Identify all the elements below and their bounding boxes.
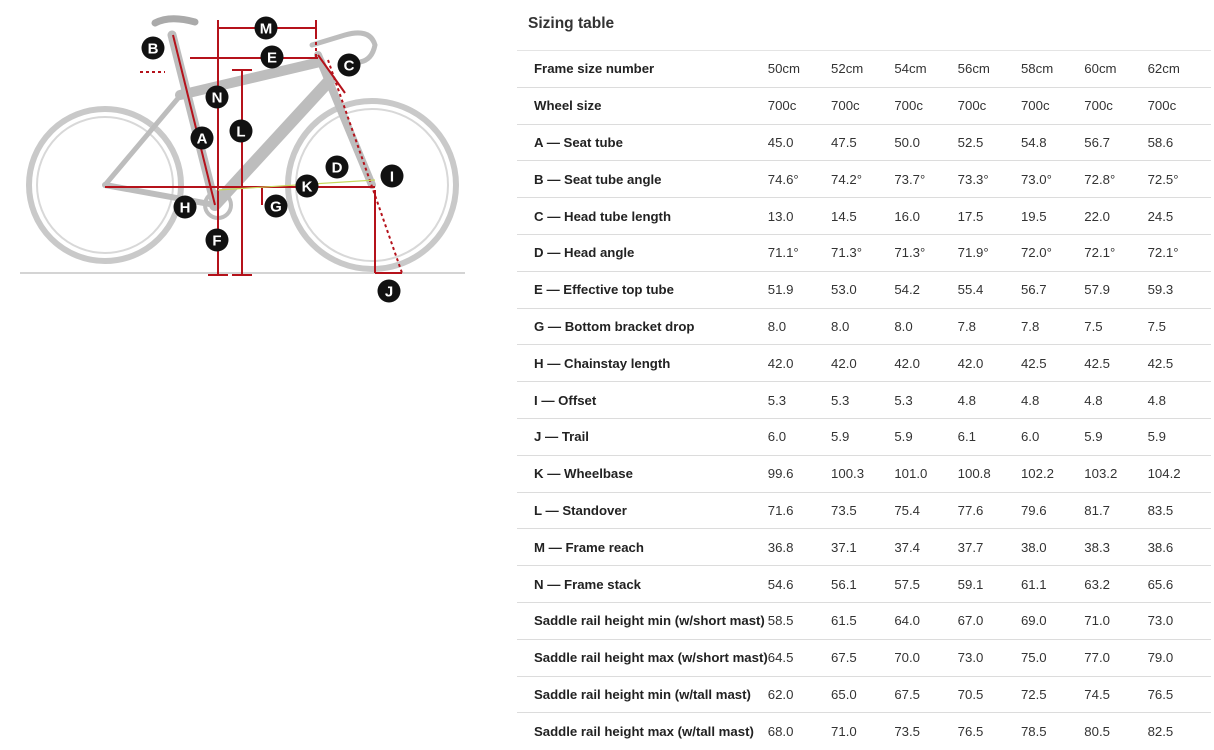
bike-geometry-diagram: [0, 0, 480, 320]
table-cell: 62cm: [1147, 61, 1180, 77]
badge-B: [142, 37, 165, 60]
sizing-table-title: Sizing table: [528, 15, 615, 32]
row-label: G — Bottom bracket drop: [534, 318, 695, 334]
row-label: B — Seat tube angle: [534, 171, 662, 187]
row-label: C — Head tube length: [534, 208, 672, 224]
table-cell: 22.0: [1084, 208, 1110, 224]
table-cell: 59.3: [1147, 282, 1174, 298]
table-cell: 73.5: [831, 502, 857, 518]
table-cell: 5.3: [894, 392, 913, 408]
table-cell: 61.5: [831, 613, 857, 629]
table-cell: 8.0: [767, 318, 787, 334]
table-cell: 14.5: [831, 208, 857, 224]
table-cell: 75.0: [1020, 650, 1047, 666]
table-cell: 45.0: [767, 134, 794, 150]
table-cell: 56.7: [1020, 282, 1047, 298]
row-label: H — Chainstay length: [534, 355, 671, 371]
svg-text:B: B: [147, 40, 159, 58]
table-cell: 38.6: [1147, 539, 1174, 555]
row-label: L — Standover: [534, 502, 627, 518]
row-label: Saddle rail height min (w/short mast): [534, 613, 765, 629]
row-label: D — Head angle: [534, 245, 635, 261]
table-cell: 71.6: [767, 502, 794, 518]
table-row: [517, 676, 1211, 713]
table-row: [517, 161, 1211, 198]
table-row: [517, 51, 1211, 88]
svg-text:F: F: [212, 232, 222, 250]
table-cell: 69.0: [1020, 613, 1047, 629]
table-cell: 67.5: [831, 650, 857, 666]
badge-K: [296, 175, 319, 198]
table-cell: 71.3°: [831, 245, 862, 261]
table-cell: 65.0: [831, 686, 857, 702]
table-cell: 24.5: [1147, 208, 1174, 224]
table-cell: 74.2°: [831, 171, 862, 187]
table-cell: 13.0: [767, 208, 794, 224]
svg-text:M: M: [259, 20, 273, 38]
table-cell: 54cm: [894, 61, 927, 77]
table-cell: 59.1: [957, 576, 984, 592]
row-label: N — Frame stack: [534, 576, 642, 592]
table-cell: 64.0: [894, 613, 921, 629]
table-cell: 37.4: [894, 539, 921, 555]
table-row: [517, 455, 1211, 492]
table-cell: 76.5: [1147, 686, 1174, 702]
table-cell: 78.5: [1020, 723, 1047, 739]
table-cell: 65.6: [1147, 576, 1174, 592]
svg-text:A: A: [196, 130, 208, 148]
row-label: Saddle rail height max (w/tall mast): [534, 723, 754, 739]
table-cell: 79.0: [1147, 650, 1174, 666]
table-cell: 72.1°: [1084, 245, 1116, 261]
table-cell: 81.7: [1084, 502, 1110, 518]
svg-text:N: N: [211, 89, 223, 107]
table-cell: 700c: [1147, 98, 1177, 114]
sizing-table: [517, 50, 1211, 750]
table-cell: 55.4: [957, 282, 984, 298]
table-cell: 52.5: [957, 134, 984, 150]
table-row: [517, 345, 1211, 382]
table-cell: 83.5: [1147, 502, 1174, 518]
table-row: [517, 271, 1211, 308]
table-cell: 4.8: [1147, 392, 1166, 408]
table-cell: 42.0: [831, 355, 857, 371]
row-label: A — Seat tube: [534, 134, 623, 150]
table-cell: 77.6: [957, 502, 984, 518]
table-row: [517, 602, 1211, 639]
table-cell: 100.3: [831, 466, 865, 482]
table-cell: 51.9: [767, 282, 794, 298]
table-cell: 57.9: [1084, 282, 1110, 298]
table-cell: 6.1: [957, 429, 976, 445]
table-cell: 50.0: [894, 134, 921, 150]
table-cell: 47.5: [831, 134, 857, 150]
table-cell: 38.0: [1020, 539, 1047, 555]
table-cell: 56.7: [1084, 134, 1110, 150]
table-row: [517, 492, 1211, 529]
table-row: [517, 566, 1211, 603]
table-cell: 5.3: [767, 392, 787, 408]
table-cell: 77.0: [1084, 650, 1110, 666]
table-cell: 61.1: [1020, 576, 1047, 592]
table-cell: 8.0: [831, 318, 850, 334]
table-cell: 76.5: [957, 723, 984, 739]
table-row: [517, 639, 1211, 676]
table-row: [517, 529, 1211, 566]
row-label: Wheel size: [534, 98, 602, 114]
table-cell: 58.6: [1147, 134, 1174, 150]
table-cell: 73.7°: [894, 171, 926, 187]
sizing-table-body: [517, 51, 1211, 750]
table-cell: 19.5: [1020, 208, 1047, 224]
table-cell: 99.6: [767, 466, 794, 482]
table-cell: 56.1: [831, 576, 857, 592]
table-cell: 54.8: [1020, 134, 1047, 150]
table-cell: 5.9: [894, 429, 913, 445]
table-cell: 73.5: [894, 723, 921, 739]
badge-J: [378, 280, 401, 303]
table-cell: 38.3: [1084, 539, 1110, 555]
table-cell: 700c: [894, 98, 923, 114]
table-cell: 5.3: [831, 392, 850, 408]
row-label: Saddle rail height max (w/short mast): [534, 650, 768, 666]
table-cell: 72.5: [1020, 686, 1047, 702]
table-cell: 42.0: [957, 355, 984, 371]
table-cell: 71.3°: [894, 245, 926, 261]
table-cell: 72.0°: [1020, 245, 1052, 261]
table-cell: 71.1°: [767, 245, 799, 261]
table-cell: 7.5: [1084, 318, 1103, 334]
table-row: [517, 87, 1211, 124]
table-cell: 6.0: [1020, 429, 1040, 445]
table-cell: 73.0°: [1020, 171, 1052, 187]
table-cell: 17.5: [957, 208, 984, 224]
table-cell: 700c: [957, 98, 987, 114]
table-cell: 4.8: [957, 392, 976, 408]
table-cell: 700c: [1020, 98, 1050, 114]
table-cell: 42.5: [1020, 355, 1047, 371]
table-cell: 72.5°: [1147, 171, 1179, 187]
badge-G: [265, 195, 288, 218]
table-cell: 7.8: [957, 318, 976, 334]
table-cell: 5.9: [1084, 429, 1103, 445]
table-cell: 42.0: [894, 355, 921, 371]
badge-A: [191, 127, 214, 150]
table-cell: 700c: [831, 98, 860, 114]
table-cell: 74.5: [1084, 686, 1110, 702]
table-cell: 73.0: [1147, 613, 1174, 629]
bike-geometry-svg: [0, 0, 480, 320]
table-cell: 64.5: [767, 650, 794, 666]
table-cell: 72.8°: [1084, 171, 1116, 187]
svg-text:J: J: [384, 283, 394, 301]
row-label: K — Wheelbase: [534, 466, 633, 482]
table-cell: 71.0: [831, 723, 857, 739]
table-cell: 7.8: [1020, 318, 1040, 334]
svg-text:K: K: [301, 178, 313, 196]
table-cell: 42.0: [767, 355, 794, 371]
badge-D: [326, 156, 349, 179]
row-label: E — Effective top tube: [534, 282, 674, 298]
table-row: [517, 124, 1211, 161]
table-cell: 700c: [767, 98, 797, 114]
table-cell: 4.8: [1020, 392, 1040, 408]
table-cell: 50cm: [767, 61, 801, 77]
table-cell: 68.0: [767, 723, 794, 739]
table-cell: 73.3°: [957, 171, 989, 187]
table-cell: 73.0: [957, 650, 984, 666]
table-cell: 63.2: [1084, 576, 1110, 592]
table-cell: 5.9: [831, 429, 850, 445]
row-label: I — Offset: [534, 392, 597, 408]
table-row: [517, 382, 1211, 419]
table-cell: 102.2: [1020, 466, 1054, 482]
table-cell: 4.8: [1084, 392, 1103, 408]
table-cell: 37.1: [831, 539, 857, 555]
badge-L: [230, 120, 253, 143]
table-row: [517, 713, 1211, 750]
table-cell: 37.7: [957, 539, 984, 555]
table-cell: 5.9: [1147, 429, 1166, 445]
table-cell: 57.5: [894, 576, 921, 592]
table-cell: 53.0: [831, 282, 857, 298]
svg-text:H: H: [179, 199, 191, 217]
svg-text:D: D: [331, 159, 343, 177]
table-cell: 58cm: [1020, 61, 1054, 77]
svg-text:C: C: [343, 57, 355, 75]
table-row: [517, 418, 1211, 455]
badge-F: [206, 229, 229, 252]
table-cell: 79.6: [1020, 502, 1047, 518]
badge-M: [255, 17, 278, 40]
table-cell: 72.1°: [1147, 245, 1179, 261]
table-cell: 70.0: [894, 650, 921, 666]
row-label: J — Trail: [534, 429, 589, 445]
table-cell: 82.5: [1147, 723, 1174, 739]
table-cell: 58.5: [767, 613, 794, 629]
table-cell: 16.0: [894, 208, 921, 224]
table-cell: 67.0: [957, 613, 984, 629]
table-cell: 7.5: [1147, 318, 1166, 334]
table-cell: 56cm: [957, 61, 990, 77]
table-cell: 36.8: [767, 539, 794, 555]
table-row: [517, 234, 1211, 271]
row-label: Saddle rail height min (w/tall mast): [534, 686, 751, 702]
table-cell: 101.0: [894, 466, 928, 482]
row-label: M — Frame reach: [534, 539, 644, 555]
table-row: [517, 198, 1211, 235]
table-cell: 52cm: [831, 61, 864, 77]
table-cell: 8.0: [894, 318, 913, 334]
badge-H: [174, 196, 197, 219]
table-cell: 104.2: [1147, 466, 1181, 482]
table-cell: 6.0: [767, 429, 787, 445]
table-cell: 71.9°: [957, 245, 989, 261]
table-cell: 75.4: [894, 502, 921, 518]
table-cell: 54.6: [767, 576, 794, 592]
table-cell: 74.6°: [767, 171, 799, 187]
badge-I: [381, 165, 404, 188]
table-cell: 42.5: [1084, 355, 1110, 371]
svg-text:G: G: [270, 198, 282, 216]
table-cell: 100.8: [957, 466, 991, 482]
badge-N: [206, 86, 229, 109]
table-cell: 67.5: [894, 686, 921, 702]
table-cell: 60cm: [1084, 61, 1117, 77]
row-label: Frame size number: [534, 61, 655, 77]
table-cell: 70.5: [957, 686, 984, 702]
table-row: [517, 308, 1211, 345]
table-cell: 103.2: [1084, 466, 1118, 482]
table-cell: 42.5: [1147, 355, 1174, 371]
badge-C: [338, 54, 361, 77]
table-cell: 62.0: [767, 686, 794, 702]
svg-text:L: L: [236, 123, 246, 141]
table-cell: 700c: [1084, 98, 1113, 114]
table-cell: 71.0: [1084, 613, 1110, 629]
table-cell: 54.2: [894, 282, 921, 298]
svg-text:E: E: [266, 49, 278, 67]
badge-E: [261, 46, 284, 69]
table-cell: 80.5: [1084, 723, 1110, 739]
svg-text:I: I: [389, 168, 395, 186]
